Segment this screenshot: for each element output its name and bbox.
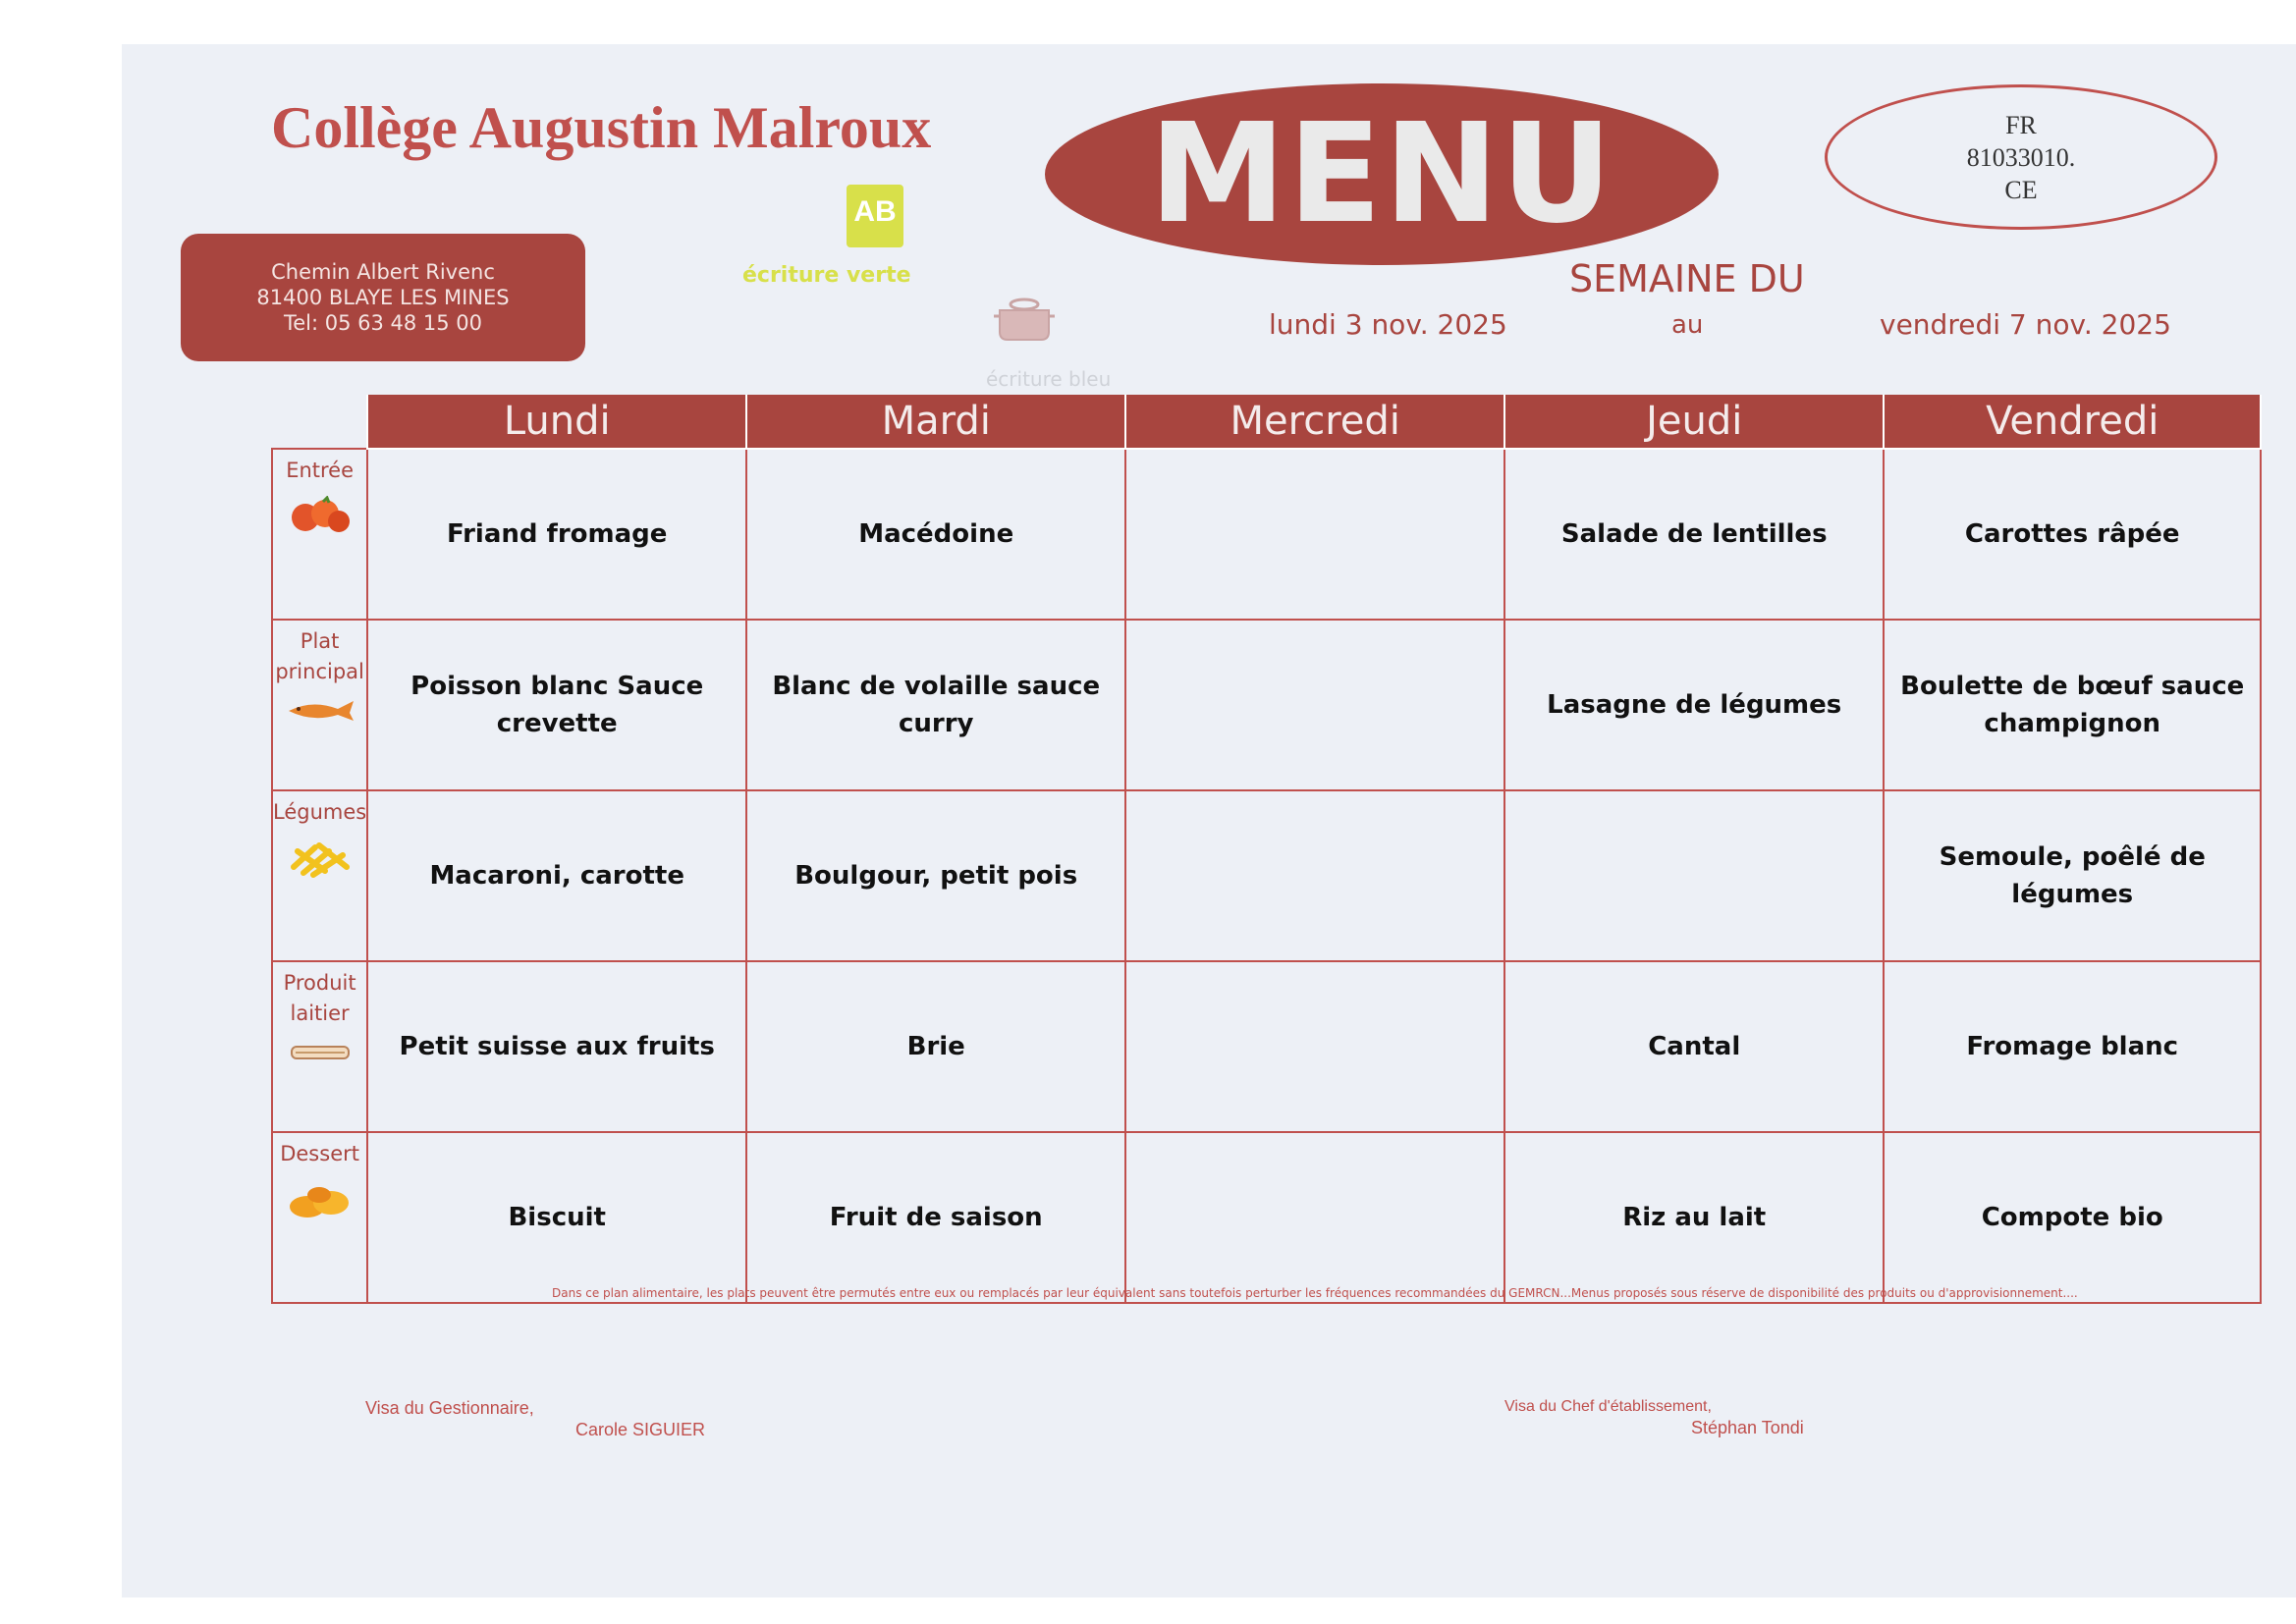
dish-cell: Macédoine (746, 449, 1125, 620)
gestionnaire-name: Carole SIGUIER (575, 1420, 706, 1439)
dish-cell: Blanc de volaille sauce curry (746, 620, 1125, 790)
dish-cell (1125, 620, 1504, 790)
day-header-row (272, 395, 2261, 449)
fish-icon (283, 697, 357, 723)
dish-cell: Salade de lentilles (1504, 449, 1884, 620)
fr-code-number: 81033010. (1966, 142, 2076, 172)
week-label: SEMAINE DU (1569, 257, 1805, 300)
dish-cell: Semoule, poêlé de légumes (1884, 790, 2261, 961)
dish-cell: Carottes râpée (1884, 449, 2261, 620)
category-cell (272, 961, 367, 1132)
disclaimer-note: Dans ce plan alimentaire, les plats peuvent être permutés entre eux ou remplacés par leur équivalent sans toutefois perturber les fréquences recommandées du GEMRCN...Menus proposés sous réserve de disponibilité des produits ou d'approvisionnement.... (552, 1286, 2078, 1300)
day-header: Mercredi (1125, 395, 1504, 449)
dish-cell (1125, 790, 1504, 961)
address-city: 81400 BLAYE LES MINES (256, 286, 510, 309)
tomato-icon (286, 496, 355, 535)
cooking-pot-icon (994, 295, 1055, 344)
ab-organic-logo: AB (847, 185, 903, 247)
visa-gestionnaire-label: Visa du Gestionnaire, (365, 1398, 534, 1418)
category-label: Entrée (286, 459, 355, 482)
week-separator: au (1671, 310, 1704, 340)
dish-cell: Poisson blanc Sauce crevette (367, 620, 746, 790)
day-header: Jeudi (1504, 395, 1884, 449)
dish-cell: Lasagne de légumes (1504, 620, 1884, 790)
week-start-date: lundi 3 nov. 2025 (1269, 308, 1507, 341)
address-phone: Tel: 05 63 48 15 00 (283, 311, 483, 335)
dish-cell (1125, 961, 1504, 1132)
address-box (181, 234, 585, 361)
category-cell (272, 790, 367, 961)
dish-cell: Friand fromage (367, 449, 746, 620)
menu-title: MENU (1149, 94, 1614, 254)
menu-title-oval (1045, 83, 1719, 265)
table-row (272, 961, 2261, 1132)
chef-name: Stéphan Tondi (1691, 1418, 1804, 1437)
table-row (272, 620, 2261, 790)
day-header: Mardi (746, 395, 1125, 449)
dish-cell: Petit suisse aux fruits (367, 961, 746, 1132)
dish-cell (1125, 1132, 1504, 1303)
dish-cell: Boulette de bœuf sauce champignon (1884, 620, 2261, 790)
dish-cell: Biscuit (367, 1132, 746, 1303)
dish-cell: Fruit de saison (746, 1132, 1125, 1303)
menu-table (271, 395, 2262, 1304)
fries-icon (286, 838, 355, 881)
dish-cell: Riz au lait (1504, 1132, 1884, 1303)
address-street: Chemin Albert Rivenc (271, 260, 495, 284)
table-row (272, 790, 2261, 961)
dish-cell (1504, 790, 1884, 961)
category-cell (272, 1132, 367, 1303)
fr-code-suffix: CE (2004, 175, 2038, 204)
table-row (272, 1132, 2261, 1303)
dish-cell: Compote bio (1884, 1132, 2261, 1303)
table-row (272, 449, 2261, 620)
dish-cell: Cantal (1504, 961, 1884, 1132)
dish-cell: Macaroni, carotte (367, 790, 746, 961)
category-label: Dessert (280, 1142, 359, 1165)
category-label: Légumes (273, 800, 367, 824)
week-end-date: vendredi 7 nov. 2025 (1880, 308, 2171, 341)
day-header: Vendredi (1884, 395, 2261, 449)
category-label-line2: principal (275, 660, 364, 683)
green-writing-label: écriture verte (742, 263, 911, 288)
dish-cell: Brie (746, 961, 1125, 1132)
category-cell (272, 620, 367, 790)
category-label: Plat (300, 629, 340, 653)
category-label: Produit (283, 971, 356, 995)
cheese-icon (286, 1039, 355, 1064)
category-cell (272, 449, 367, 620)
dish-cell (1125, 449, 1504, 620)
day-header: Lundi (367, 395, 746, 449)
corner-cell (272, 395, 367, 449)
fr-code-country: FR (2005, 110, 2037, 139)
dish-cell: Fromage blanc (1884, 961, 2261, 1132)
fruit-icon (284, 1179, 356, 1222)
blue-writing-label: écriture bleu (986, 367, 1112, 391)
category-label-line2: laitier (290, 1001, 350, 1025)
school-name: Collège Augustin Malroux (271, 95, 932, 160)
dish-cell: Boulgour, petit pois (746, 790, 1125, 961)
visa-chef-label: Visa du Chef d'établissement, (1504, 1398, 1712, 1415)
fr-code-oval (1825, 84, 2217, 230)
